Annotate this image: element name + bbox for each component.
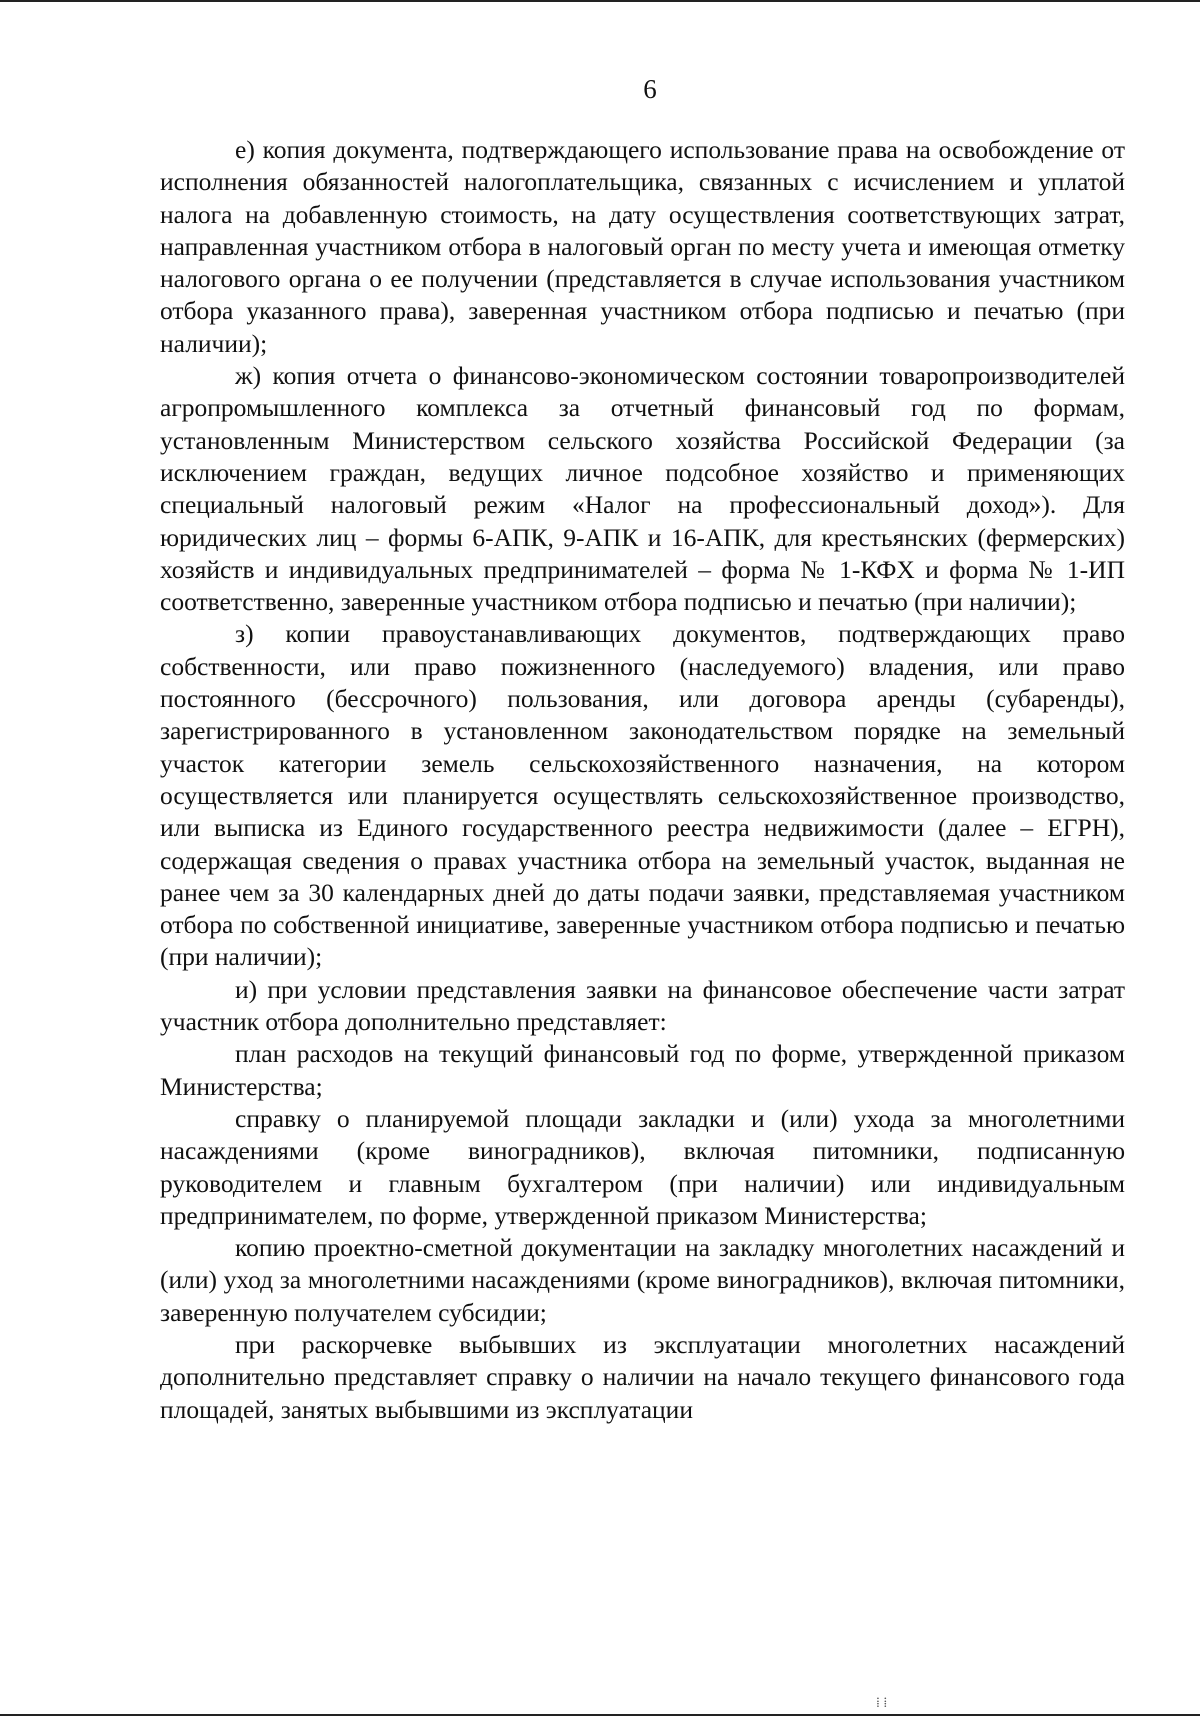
paragraph-uprooting: при раскорчевке выбывших из эксплуатации многолетних насаждений дополнительно представляет справку о наличии на начало текущего финансового года площадей, занятых выбывшими из эксплуатации (160, 1329, 1125, 1424)
document-body (160, 134, 1125, 1426)
page-number: 6 (643, 74, 657, 104)
scan-top-edge (0, 0, 1200, 2)
paragraph-i: и) при условии представления заявки на финансовое обеспечение части затрат участник отбора дополнительно представляет: (160, 974, 1125, 1037)
paragraph-zh: ж) копия отчета о финансово-экономическом состоянии товаропроизводителей агропромышленного комплекса за отчетный финансовый год по формам, установленным Министерством сельского хозяйства Российской Федерации (за исключением граждан, ведущих личное подсобное хозяйство и применяющих специальный налоговый режим «Налог на профессиональный доход»). Для юридических лиц – формы 6-АПК, 9-АПК и 16-АПК, для крестьянских (фермерских) хозяйств и индивидуальных предпринимателей – форма № 1-КФХ и форма № 1-ИП соответственно, заверенные участником отбора подписью и печатью (при наличии); (160, 361, 1125, 617)
scan-artifact-mark: ⁞ ⁞ (876, 1696, 888, 1711)
paragraph-z: з) копии правоустанавливающих документов, подтверждающих право собственности, или право пожизненного (наследуемого) владения, или право постоянного (бессрочного) пользования, или договора аренды (субаренды), зарегистрированного в установленном законодательством порядке на земельный участок категории земель сельскохозяйственного назначения, на котором осуществляется или планируется осуществлять сельскохозяйственное производство, или выписка из Единого государственного реестра недвижимости (далее – ЕГРН), содержащая сведения о правах участника отбора на земельный участок, выданная не ранее чем за 30 календарных дней до даты подачи заявки, представляемая участником отбора по собственной инициативе, заверенные участником отбора подписью и печатью (при наличии); (160, 619, 1125, 972)
paragraph-e: е) копия документа, подтверждающего использование права на освобождение от исполнения обязанностей налогоплательщика, связанных с исчислением и уплатой налога на добавленную стоимость, на дату осуществления соответствующих затрат, направленная участником отбора в налоговый орган по месту учета и имеющая отметку налогового органа о ее получении (представляется в случае использования участником отбора указанного права), заверенная участником отбора подписью и печатью (при наличии); (160, 135, 1125, 358)
paragraph-design-documentation: копию проектно-сметной документации на закладку многолетних насаждений и (или) уход за многолетними насаждениями (кроме виноградников), включая питомники, заверенную получателем субсидии; (160, 1233, 1125, 1327)
paragraph-expense-plan: план расходов на текущий финансовый год по форме, утвержденной приказом Министерства; (160, 1039, 1125, 1101)
paragraph-area-certificate: справку о планируемой площади закладки и (или) ухода за многолетними насаждениями (кроме виноградников), включая питомники, подписанную руководителем и главным бухгалтером (при наличии) или индивидуальным предпринимателем, по форме, утвержденной приказом Министерства; (160, 1103, 1125, 1230)
